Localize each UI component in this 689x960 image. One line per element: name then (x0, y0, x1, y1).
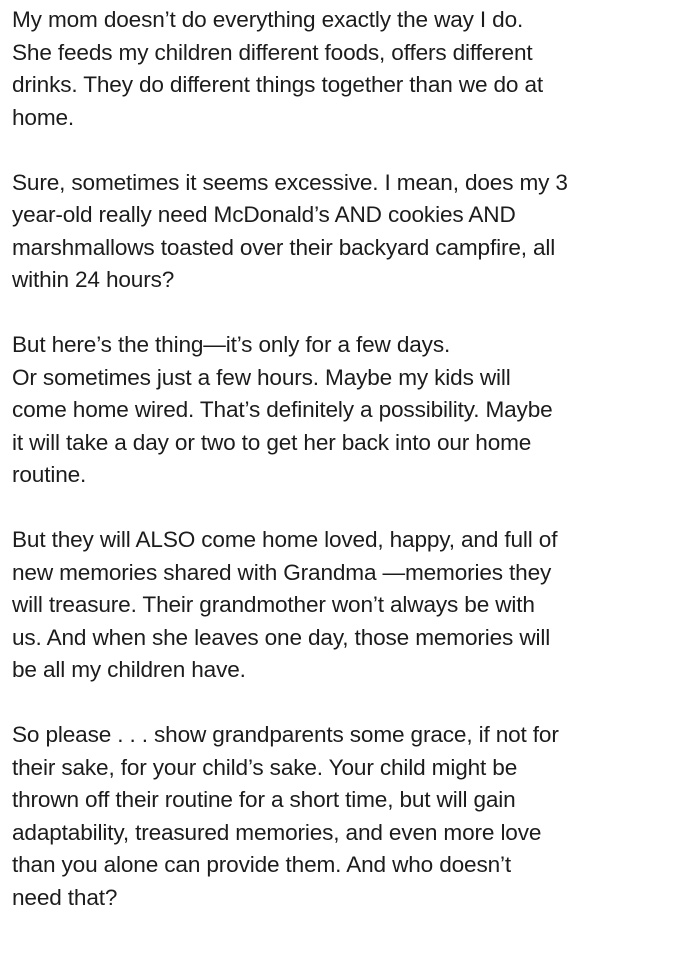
paragraph-4 (12, 524, 679, 687)
paragraph-3 (12, 329, 679, 492)
paragraph-5 (12, 719, 679, 914)
text-line: us. And when she leaves one day, those memories will (12, 624, 551, 650)
text-line: So please . . . show grandparents some grace, if not for (12, 722, 559, 747)
text-line: new memories shared with Grandma —memories they (12, 559, 552, 585)
text-line: within 24 hours? (12, 267, 175, 292)
text-line: But they will ALSO come home loved, happy, and full of (12, 527, 558, 552)
text-line: year-old really need McDonald’s AND cookies AND (12, 202, 516, 227)
paragraph-2 (12, 167, 679, 297)
text-line: it will take a day or two to get her back into our home (12, 429, 532, 455)
paragraph-1 (12, 4, 679, 134)
text-line: My mom doesn’t do everything exactly the way I do. (12, 7, 524, 32)
text-line: their sake, for your child’s sake. Your child might be (12, 754, 518, 780)
text-line: She feeds my children different foods, offers different (12, 39, 533, 65)
text-line: home. (12, 104, 75, 130)
text-line: thrown off their routine for a short time, but will gain (12, 787, 516, 812)
text-line: will treasure. Their grandmother won’t always be with (12, 592, 535, 617)
text-line: than you alone can provide them. And who doesn’t (12, 852, 511, 877)
text-line: drinks. They do different things together than we do at (12, 72, 543, 97)
text-line: Or sometimes just a few hours. Maybe my kids will (12, 364, 511, 390)
text-line: be all my children have. (12, 657, 246, 682)
text-line: come home wired. That’s definitely a possibility. Maybe (12, 397, 553, 422)
text-line: But here’s the thing—it’s only for a few days. (12, 332, 451, 357)
text-line: routine. (12, 462, 87, 487)
text-line: marshmallows toasted over their backyard campfire, all (12, 234, 556, 260)
text-line: adaptability, treasured memories, and even more love (12, 819, 542, 845)
text-line: Sure, sometimes it seems excessive. I mean, does my 3 (12, 169, 568, 195)
text-line: need that? (12, 884, 118, 910)
